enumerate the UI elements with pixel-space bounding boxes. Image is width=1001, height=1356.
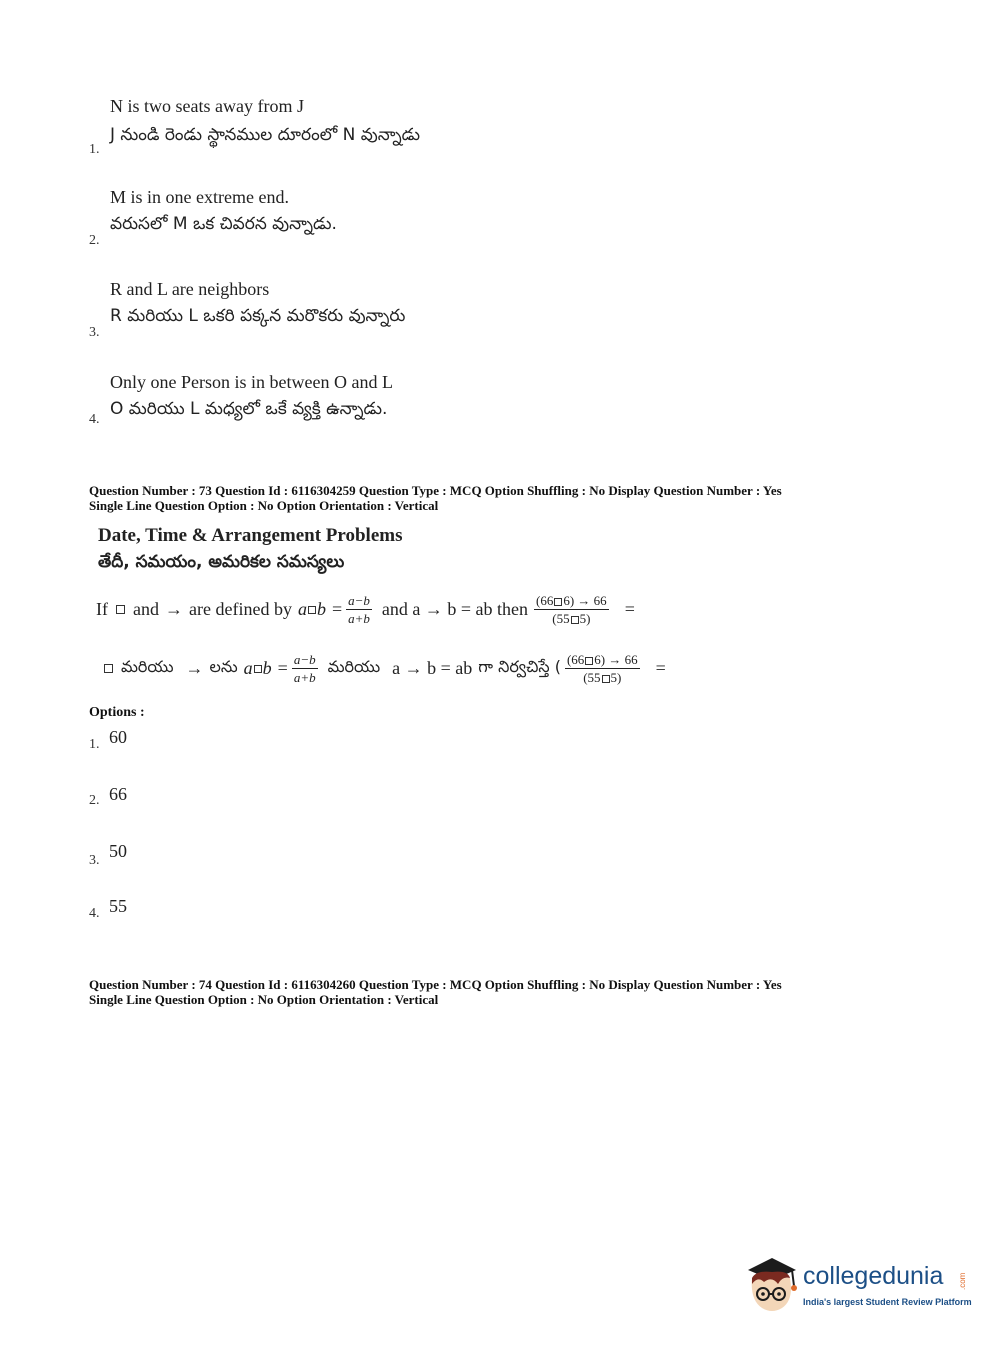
square-operator-icon xyxy=(585,657,593,665)
q-te-var-b: b xyxy=(262,658,272,678)
question-73-meta-line2: Single Line Question Option : No Option Orientation : Vertical xyxy=(89,498,439,513)
option-3-value: 50 xyxy=(109,841,127,861)
arrow-operator: → xyxy=(165,599,183,619)
expr-den-part-b: 5) xyxy=(579,611,591,626)
q-te-lanu: లను xyxy=(209,657,238,676)
expression-fraction xyxy=(534,593,609,626)
prev-option-4-te: O మరియు L మధ్యలో ఒకే వ్యక్తి ఉన్నాడు. xyxy=(110,399,388,419)
expr-den-part-a: (55 xyxy=(552,611,570,626)
logo-wordmark: collegedunia xyxy=(803,1262,944,1290)
q-te-eq: = xyxy=(277,658,288,678)
square-operator-icon xyxy=(571,616,579,624)
option-4-value: 55 xyxy=(109,896,127,916)
fraction-numerator: a−b xyxy=(348,593,370,608)
question-74-meta-line2: Single Line Question Option : No Option Orientation : Vertical xyxy=(89,992,439,1007)
expression-denominator xyxy=(581,669,623,685)
collegedunia-mascot-icon xyxy=(742,1250,802,1320)
expr-den-part-b: 5) xyxy=(610,670,622,685)
option-2-value: 66 xyxy=(109,784,127,804)
q-en-and-rule: and a → b = ab then xyxy=(381,599,528,619)
question-73-meta-line1: Question Number : 73 Question Id : 6116304259 Question Type : MCQ Option Shuffling : No Display Question Number : Yes xyxy=(89,483,782,498)
topic-title-te: తేదీ, సమయం, అమరికల సమస్యలు xyxy=(98,552,345,572)
expression-fraction xyxy=(565,652,640,685)
square-operator-icon xyxy=(104,664,113,673)
prev-option-3-te: R మరియు L ఒకరి పక్కన మరొకరు వున్నారు xyxy=(110,306,406,326)
topic-title-en: Date, Time & Arrangement Problems xyxy=(98,525,403,546)
prev-option-1-number: 1. xyxy=(89,142,100,157)
fraction-numerator: a−b xyxy=(293,652,316,667)
arrow-operator: → xyxy=(185,658,204,678)
q-en-var-a: a xyxy=(297,599,307,619)
q-en-defined-by: are defined by xyxy=(189,599,292,619)
q-te-rule: a → b = ab xyxy=(392,658,473,678)
question-text-te xyxy=(102,652,666,685)
prev-option-4-en: Only one Person is in between O and L xyxy=(110,372,393,392)
expr-num-part-a: (66 xyxy=(566,652,585,667)
prev-option-2-number: 2. xyxy=(89,233,100,248)
expr-den-part-a: (55 xyxy=(583,670,601,685)
fraction-a-minus-b-over-a-plus-b xyxy=(346,593,372,626)
square-operator-icon xyxy=(254,665,262,673)
q-te-tail-eq: = xyxy=(655,658,666,678)
question-74-meta-line1: Question Number : 74 Question Id : 6116304260 Question Type : MCQ Option Shuffling : No Display Question Number : Yes xyxy=(89,977,782,992)
option-4-number: 4. xyxy=(89,906,100,921)
fraction-denominator: a+b xyxy=(348,611,370,626)
option-1-number: 1. xyxy=(89,737,100,752)
option-2-number: 2. xyxy=(89,793,100,808)
q-te-mariyu: మరియు xyxy=(121,657,174,676)
expr-num-part-b: 6) → 66 xyxy=(563,593,607,608)
q-en-eq: = xyxy=(331,599,343,619)
logo-tagline: India's largest Student Review Platform xyxy=(803,1297,972,1307)
question-text-en xyxy=(96,593,635,626)
expression-denominator xyxy=(550,610,592,626)
q-en-and: and xyxy=(133,599,159,619)
fraction-denominator: a+b xyxy=(293,670,316,685)
prev-option-4-number: 4. xyxy=(89,412,100,427)
options-label: Options : xyxy=(89,705,145,720)
logo-com-suffix: .com xyxy=(958,1272,967,1290)
square-operator-icon xyxy=(554,598,562,606)
expr-num-part-b: 6) → 66 xyxy=(594,652,638,667)
q-en-tail-eq: = xyxy=(624,599,635,619)
prev-option-2-en: M is in one extreme end. xyxy=(110,187,289,207)
fraction-a-minus-b-over-a-plus-b xyxy=(292,652,318,685)
expression-numerator xyxy=(534,593,609,610)
q-te-mariyu-2: మరియు xyxy=(327,657,381,676)
q-te-var-a: a xyxy=(243,658,253,678)
option-1-value: 60 xyxy=(109,727,127,747)
square-operator-icon xyxy=(116,605,125,614)
option-3-number: 3. xyxy=(89,853,100,868)
expr-num-part-a: (66 xyxy=(536,593,554,608)
expression-numerator xyxy=(565,652,640,669)
prev-option-3-en: R and L are neighbors xyxy=(110,279,270,299)
prev-option-1-te: J నుండి రెండు స్థానముల దూరంలో N వున్నాడు xyxy=(110,125,421,145)
square-operator-icon xyxy=(308,606,316,614)
q-te-ga-nirvachiste: గా నిర్వచిస్తే ( xyxy=(478,657,561,676)
prev-option-3-number: 3. xyxy=(89,325,100,340)
prev-option-1-en: N is two seats away from J xyxy=(110,96,304,116)
prev-option-2-te: వరుసలో M ఒక చివరన వున్నాడు. xyxy=(110,214,337,234)
q-en-var-b: b xyxy=(316,599,326,619)
q-en-if: If xyxy=(96,599,108,619)
square-operator-icon xyxy=(602,675,610,683)
